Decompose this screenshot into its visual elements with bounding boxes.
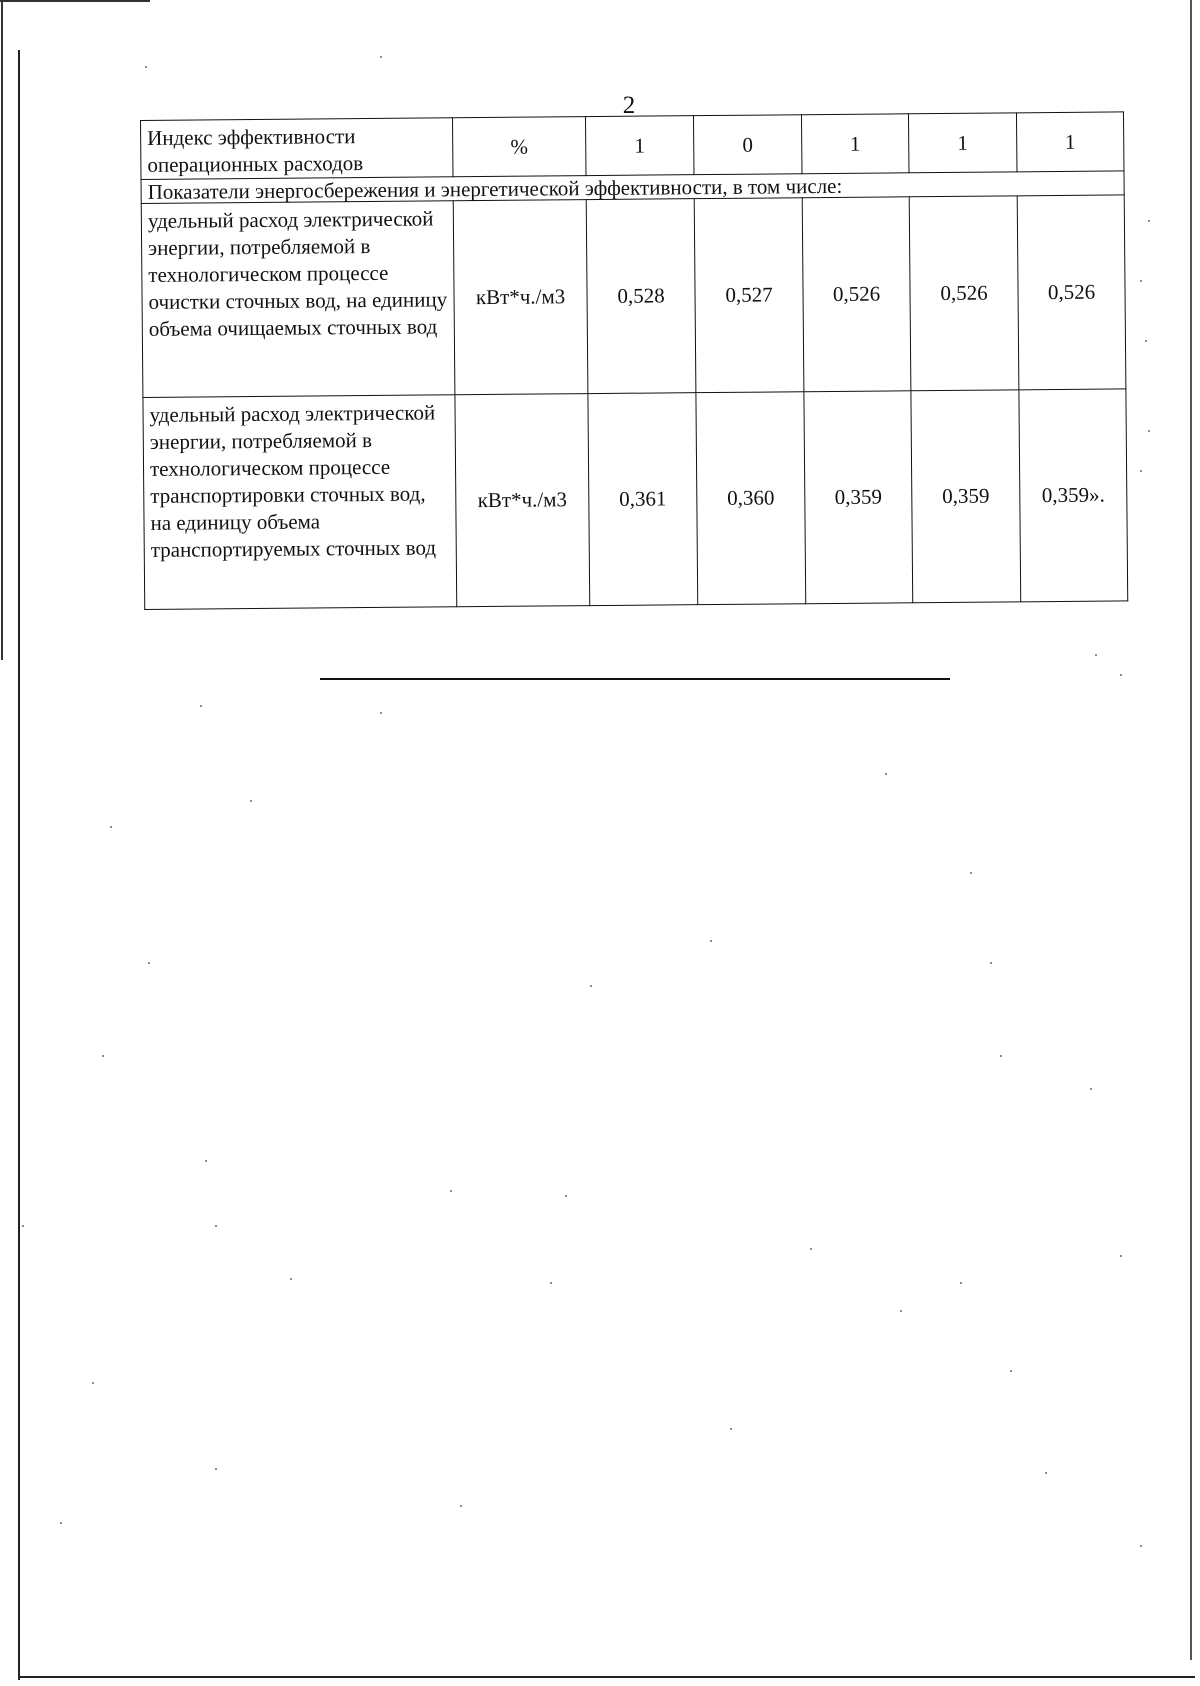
scan-speck <box>1148 220 1150 222</box>
row-unit: кВт*ч./м3 <box>455 394 590 607</box>
scan-edge-right <box>1190 0 1192 1660</box>
page-number: 2 <box>622 92 636 119</box>
scan-speck <box>250 800 252 802</box>
scan-speck <box>885 773 887 775</box>
indicators-table-wrapper <box>140 111 1127 610</box>
scan-speck <box>1120 674 1122 676</box>
scan-speck <box>550 1282 552 1284</box>
scan-speck <box>810 1248 812 1250</box>
scan-speck <box>710 940 712 942</box>
row-value: 1 <box>1016 112 1124 172</box>
table-row-opex-index <box>141 112 1124 180</box>
scan-speck <box>1140 470 1142 472</box>
scan-speck <box>970 872 972 874</box>
scan-speck <box>102 1055 104 1057</box>
scan-speck <box>990 962 992 964</box>
scan-speck <box>565 1195 567 1197</box>
table-row-transport-energy <box>143 389 1128 610</box>
scan-speck <box>960 1282 962 1284</box>
row-value: 1 <box>801 114 909 174</box>
scan-speck <box>1010 1370 1012 1372</box>
scan-speck <box>92 1382 94 1384</box>
row-label: Индекс эффективности операционных расходов <box>141 118 454 180</box>
scan-speck <box>200 705 202 707</box>
row-unit: % <box>452 117 586 177</box>
scan-edge-top <box>0 0 150 2</box>
row-value: 0,361 <box>588 393 698 606</box>
scan-speck <box>1090 1088 1092 1090</box>
scan-speck <box>215 1225 217 1227</box>
scan-speck <box>148 962 150 964</box>
scan-speck <box>110 826 112 828</box>
scan-speck <box>1045 1472 1047 1474</box>
row-label: удельный расход электрической энергии, потребляемой в технологическом процессе транспортировки сточных вод, на единицу объема транспортируемых сточных вод <box>143 395 457 610</box>
row-value: 0,359». <box>1019 389 1128 602</box>
row-value: 0,526 <box>909 196 1019 391</box>
section-heading: Показатели энергосбережения и энергетической эффективности, в том числе: <box>141 171 1124 204</box>
row-value: 0,359 <box>804 391 913 604</box>
end-of-document-rule <box>320 678 950 680</box>
scan-speck <box>1095 654 1097 656</box>
scan-speck <box>290 1278 292 1280</box>
scan-speck <box>215 1468 217 1470</box>
scan-speck <box>460 1505 462 1507</box>
row-value: 1 <box>908 113 1017 173</box>
scan-edge-left-outer <box>1 0 3 660</box>
scan-speck <box>730 1428 732 1430</box>
scan-speck <box>380 712 382 714</box>
row-value: 0,360 <box>696 392 806 605</box>
scan-speck <box>145 66 147 68</box>
scan-speck <box>450 1190 452 1192</box>
scan-speck <box>590 985 592 987</box>
scan-speck <box>205 1160 207 1162</box>
row-value: 0,527 <box>694 198 804 393</box>
row-value: 1 <box>585 116 694 176</box>
scan-speck <box>900 1310 902 1312</box>
row-label: удельный расход электрической энергии, потребляемой в технологическом процессе очистки сточных вод, на единицу объема очищаемых сточных вод <box>141 201 455 398</box>
scan-speck <box>22 1225 24 1227</box>
scan-speck <box>1000 1055 1002 1057</box>
scan-speck <box>1140 1545 1142 1547</box>
row-value: 0,359 <box>911 390 1021 603</box>
indicators-table <box>140 111 1128 610</box>
scan-speck <box>380 56 382 58</box>
row-value: 0,526 <box>802 197 911 392</box>
scan-speck <box>1148 430 1150 432</box>
row-value: 0,526 <box>1017 195 1126 390</box>
scan-speck <box>1120 1255 1122 1257</box>
scan-edge-bottom <box>20 1676 1195 1678</box>
row-unit: кВт*ч./м3 <box>453 200 588 395</box>
scan-speck <box>1140 280 1142 282</box>
scan-edge-left <box>18 50 20 1680</box>
scan-speck <box>1145 340 1147 342</box>
scan-speck <box>60 1522 62 1524</box>
table-row-treatment-energy <box>141 195 1126 398</box>
row-value: 0,528 <box>586 199 696 394</box>
row-value: 0 <box>693 115 802 175</box>
